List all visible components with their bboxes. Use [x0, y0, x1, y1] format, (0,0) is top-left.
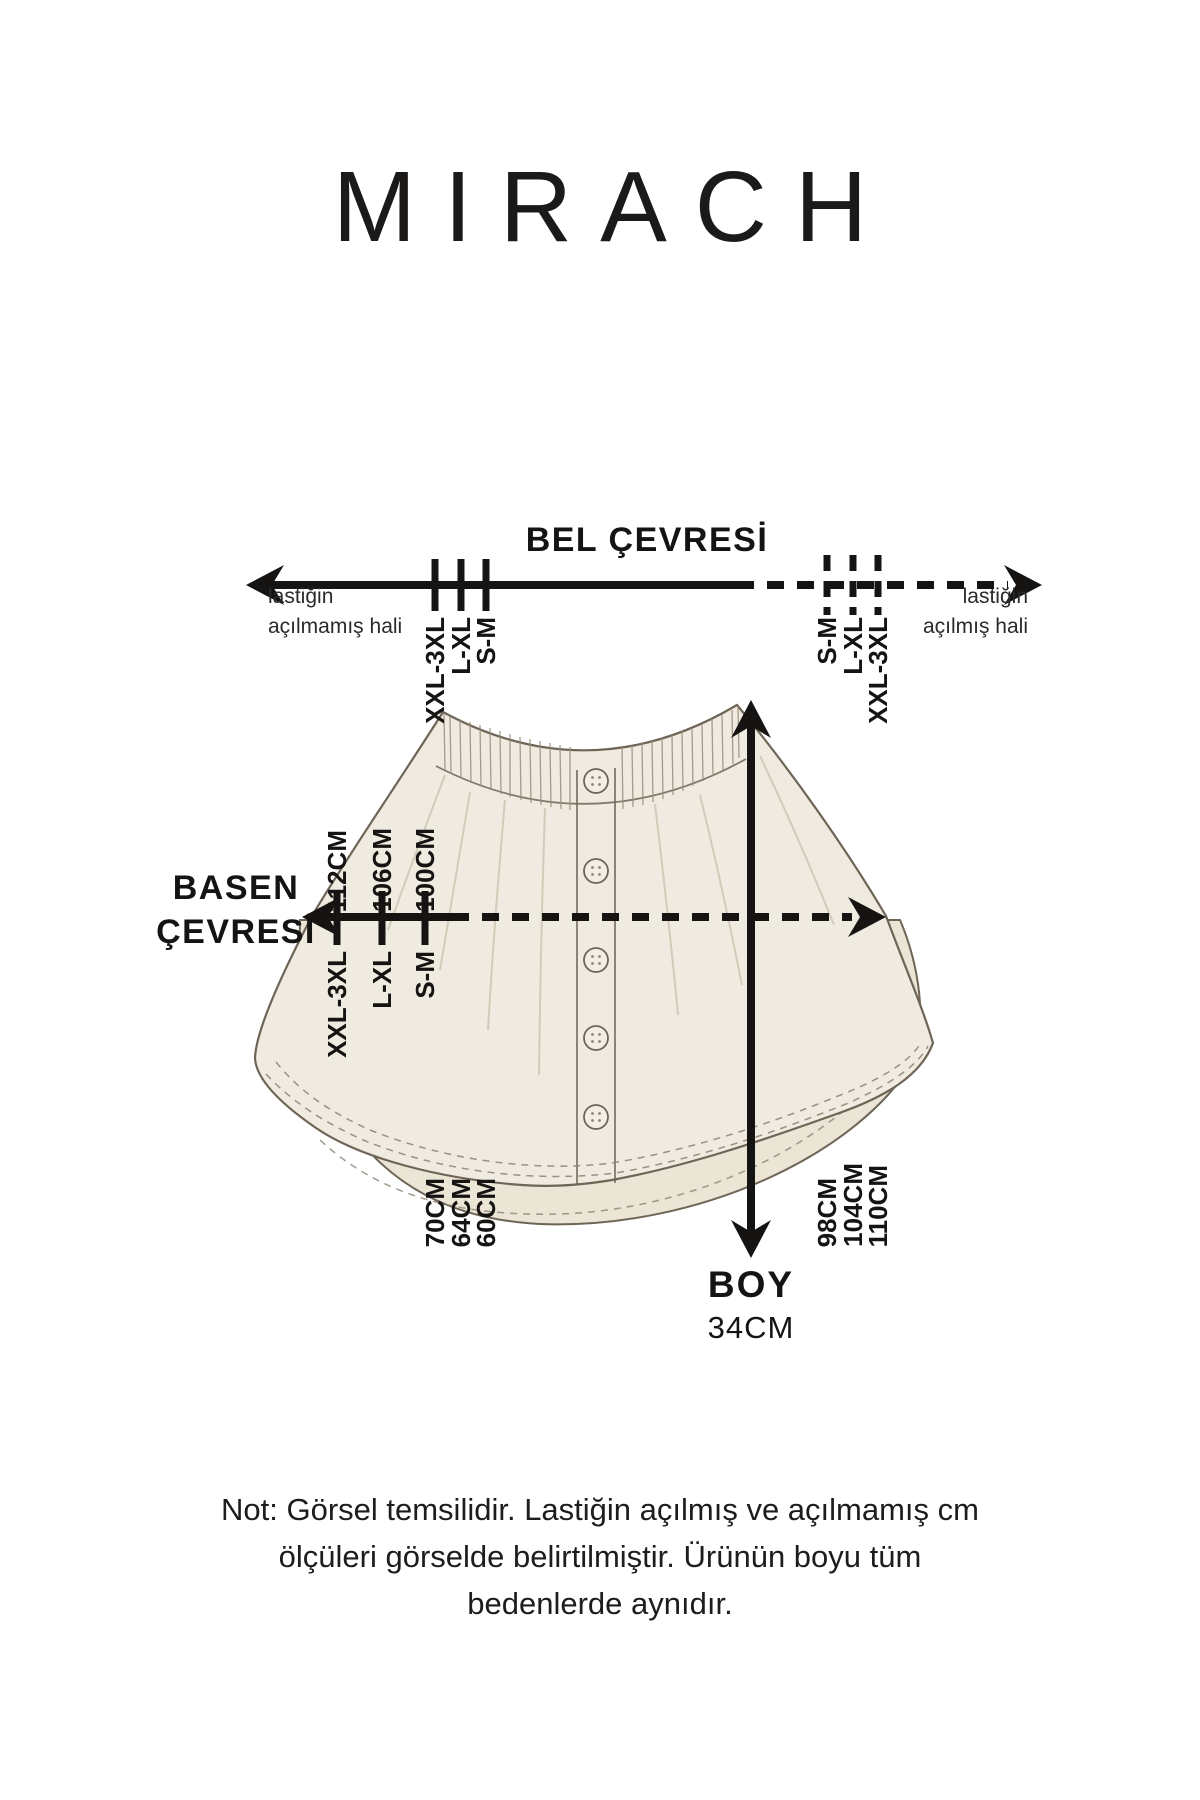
- elastic-open-note-line2: açılmış hali: [922, 615, 1028, 638]
- hip-cm-sm: 100CM: [410, 828, 440, 912]
- waist-open-size-sm: S-M: [812, 617, 842, 665]
- elastic-closed-note: [268, 582, 402, 642]
- hip-size-lxl: L-XL: [367, 951, 397, 1009]
- hip-size-sm: S-M: [410, 951, 440, 999]
- footnote-line1: Not: Görsel temsilidir. Lastiğin açılmış ve açılmamış cm: [221, 1492, 979, 1527]
- waist-open-size-xxl3xl: XXL-3XL: [863, 617, 893, 724]
- waist-open-cm-xxl3xl: 110CM: [863, 1164, 893, 1247]
- waist-closed-size-lxl: L-XL: [446, 617, 476, 675]
- footnote-line2: ölçüleri görselde belirtilmiştir. Ürünün boyu tüm: [278, 1539, 922, 1574]
- footnote-line3: bedenlerde aynıdır.: [467, 1586, 733, 1621]
- hip-size-xxl3xl: XXL-3XL: [322, 951, 352, 1058]
- hip-title-line1: BASEN: [172, 869, 300, 907]
- footnote: [120, 1486, 1080, 1627]
- waist-open-size-lxl: L-XL: [838, 617, 868, 675]
- waist-title: BEL ÇEVRESİ: [525, 521, 769, 559]
- skirt-illustration: [255, 705, 933, 1224]
- elastic-open-note-line1: lastiğin: [962, 585, 1028, 608]
- waist-open-cm-lxl: 104CM: [838, 1163, 868, 1247]
- length-value: 34CM: [707, 1310, 795, 1345]
- waist-open-cm-sm: 98CM: [812, 1177, 842, 1247]
- hip-cm-xxl3xl: 112CM: [322, 829, 352, 912]
- waist-closed-cm-lxl: 64CM: [446, 1177, 476, 1247]
- hip-cm-lxl: 106CM: [367, 828, 397, 912]
- length-label: BOY: [707, 1264, 795, 1305]
- waist-closed-cm-sm: 60CM: [471, 1177, 501, 1247]
- brand-logo: MIRACH: [332, 151, 896, 263]
- elastic-closed-note-line2: açılmamış hali: [268, 615, 403, 638]
- waist-closed-size-sm: S-M: [471, 617, 501, 665]
- waist-closed-cm-xxl3xl: 70CM: [420, 1177, 450, 1247]
- elastic-open-note: [923, 582, 1028, 642]
- length-block: [651, 1264, 851, 1346]
- hip-title-line2: ÇEVRESİ: [156, 913, 316, 951]
- elastic-closed-note-line1: lastiğin: [268, 585, 334, 608]
- waist-closed-size-xxl3xl: XXL-3XL: [420, 617, 450, 724]
